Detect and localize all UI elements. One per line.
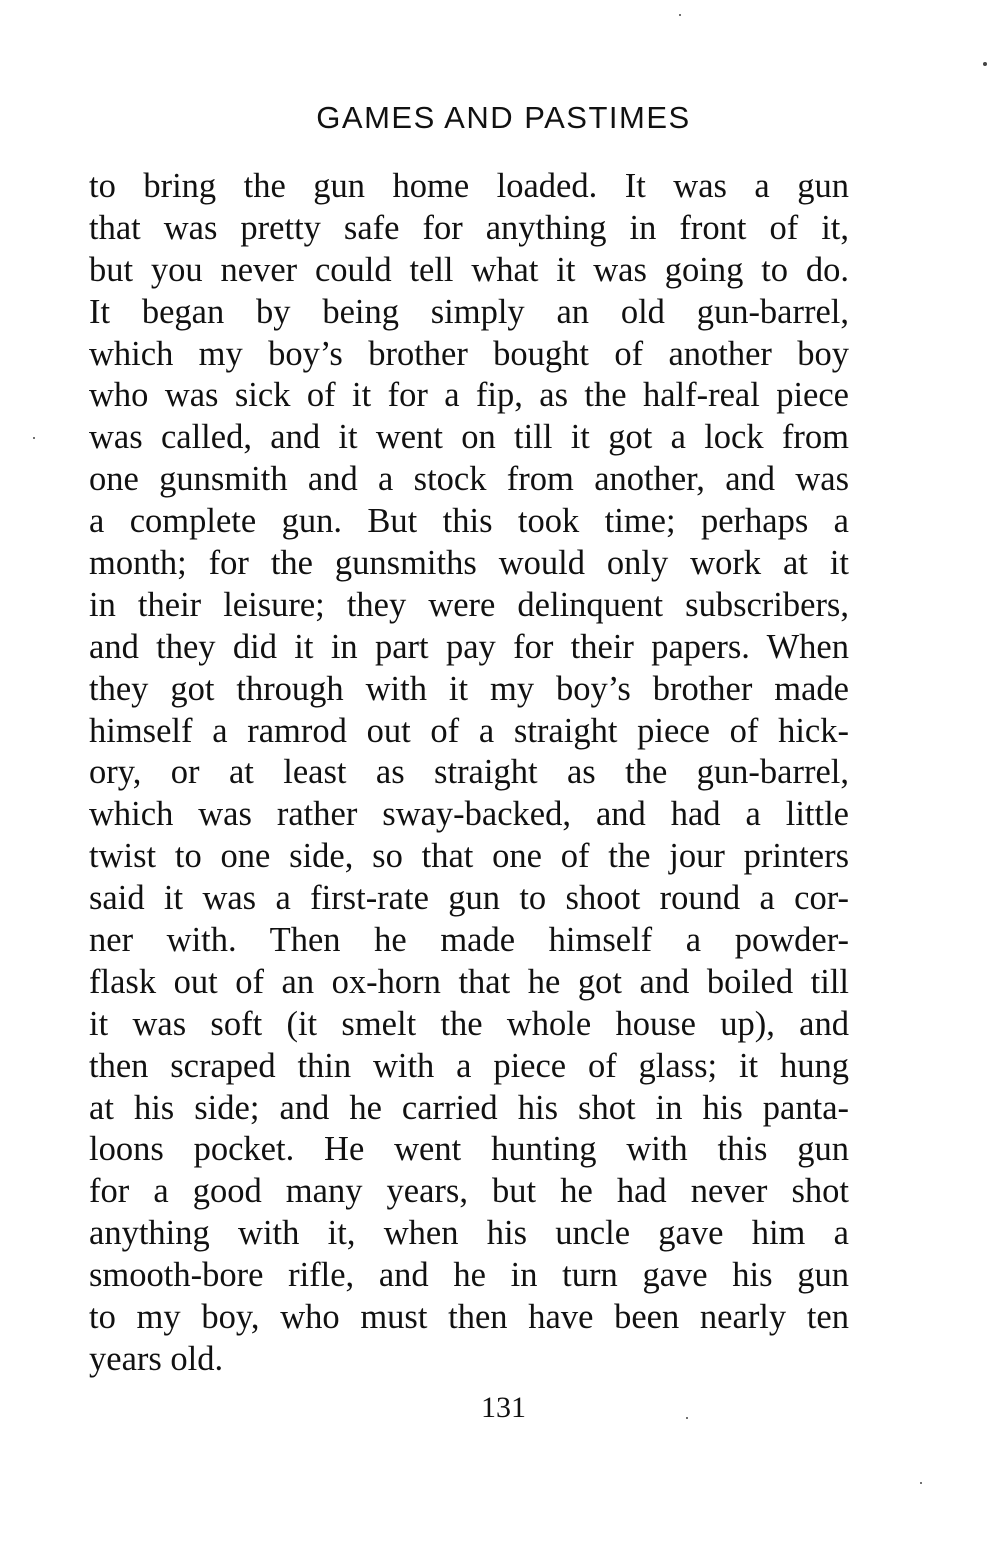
running-head: GAMES AND PASTIMES — [316, 100, 691, 135]
text-line: to bring the gun home loaded. It was a gun — [89, 167, 849, 205]
text-line: smooth-bore rifle, and he in turn gave his gun — [89, 1256, 849, 1295]
text-line: it was soft (it smelt the whole house up), and — [89, 1004, 849, 1043]
text-line: they got through with it my boy’s brother made — [89, 669, 849, 708]
text-line: but you never could tell what it was going to do. — [89, 250, 849, 289]
text-line: ory, or at least as straight as the gun-barrel, — [89, 753, 849, 792]
page-number: 131 — [481, 1391, 526, 1424]
scan-speck — [679, 14, 681, 16]
body-text — [89, 166, 849, 1381]
text-line: and they did it in part pay for their papers. When — [89, 627, 849, 666]
text-line: at his side; and he carried his shot in his panta- — [89, 1088, 849, 1127]
scan-speck — [983, 62, 987, 66]
text-line: was called, and it went on till it got a lock from — [89, 418, 849, 457]
text-line: ner with. Then he made himself a powder- — [89, 921, 849, 960]
text-line: to my boy, who must then have been nearly ten — [89, 1298, 849, 1337]
text-line: a complete gun. But this took time; perhaps a — [89, 502, 849, 541]
text-line-last: years old. — [89, 1339, 224, 1378]
text-line: anything with it, when his uncle gave him a — [89, 1214, 849, 1253]
scan-speck — [33, 437, 35, 439]
text-line: month; for the gunsmiths would only work at it — [89, 544, 849, 583]
text-line: who was sick of it for a fip, as the half-real piece — [89, 376, 849, 415]
text-line: then scraped thin with a piece of glass; it hung — [89, 1046, 849, 1085]
text-line: twist to one side, so that one of the jour printers — [89, 837, 849, 876]
text-line: himself a ramrod out of a straight piece of hick- — [89, 711, 849, 750]
text-line: said it was a first-rate gun to shoot round a cor- — [89, 879, 849, 918]
text-line: for a good many years, but he had never shot — [89, 1172, 849, 1211]
text-line: flask out of an ox-horn that he got and boiled till — [89, 962, 849, 1001]
text-line: It began by being simply an old gun-barrel, — [89, 292, 849, 331]
text-line: loons pocket. He went hunting with this gun — [89, 1130, 849, 1169]
scan-speck — [920, 1482, 922, 1484]
text-line: in their leisure; they were delinquent subscribers, — [89, 585, 849, 624]
text-line: which was rather sway-backed, and had a little — [89, 795, 849, 834]
text-line: one gunsmith and a stock from another, and was — [89, 460, 849, 499]
text-line: that was pretty safe for anything in front of it, — [89, 208, 849, 247]
text-line: which my boy’s brother bought of another boy — [89, 334, 849, 373]
